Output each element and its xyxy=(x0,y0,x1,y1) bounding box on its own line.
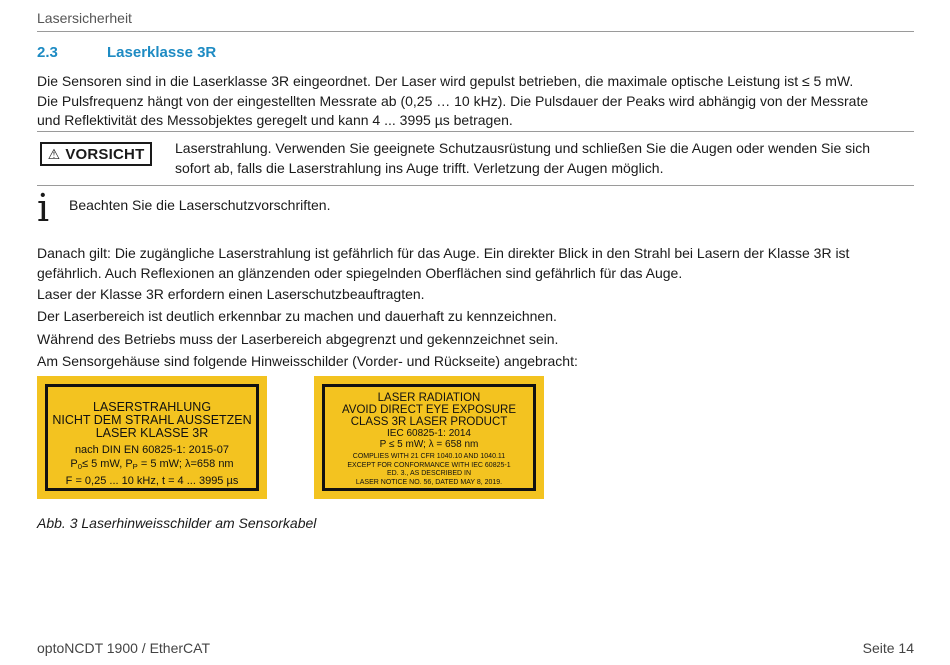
section-number: 2.3 xyxy=(37,44,58,61)
warning-line: Laserstrahlung. Verwenden Sie geeignete Schutzausrüstung und schließen Sie die Augen oder wenden Sie sich xyxy=(175,140,871,156)
label-line: IEC 60825-1: 2014 xyxy=(387,428,471,439)
caution-label: VORSICHT xyxy=(65,145,145,163)
intro-paragraph xyxy=(37,72,917,131)
header-divider xyxy=(37,31,914,32)
label-border xyxy=(322,384,536,491)
body-paragraph xyxy=(37,244,917,283)
label-line: F = 0,25 ... 10 kHz, t = 4 ... 3995 µs xyxy=(65,475,239,487)
body-line: gefährlich. Auch Reflexionen an glänzenden oder spiegelnden Oberflächen sind gefährlich für das Auge. xyxy=(37,264,683,281)
label-power-line: $P_0\le 5$ mW, $P_P = 5$ mW; λ=658 nm xyxy=(70,458,234,471)
label-line: LASERSTRAHLUNG xyxy=(92,400,212,414)
label-line: LASER KLASSE 3R xyxy=(95,426,209,440)
info-icon: i xyxy=(37,186,50,230)
label-line: COMPLIES WITH 21 CFR 1040.10 AND 1040.11 xyxy=(352,453,506,460)
label-line: CLASS 3R LASER PRODUCT xyxy=(350,416,508,428)
running-header: Lasersicherheit xyxy=(37,10,132,26)
intro-line: Die Sensoren sind in die Laserklasse 3R eingeordnet. Der Laser wird gepulst betrieben, die maximale optische Leistung ist ≤ 5 mW. xyxy=(37,73,854,89)
warning-top-divider xyxy=(37,131,914,132)
caution-badge xyxy=(40,142,152,166)
label-line: LASER RADIATION xyxy=(377,392,481,404)
label-line: LASER NOTICE NO. 56, DATED MAY 8, 2019. xyxy=(355,478,503,486)
info-text: Beachten Sie die Laserschutzvorschriften. xyxy=(69,197,331,213)
body-line: Der Laserbereich ist deutlich erkennbar zu machen und dauerhaft zu kennzeichnen. xyxy=(37,308,557,324)
label-border xyxy=(45,384,259,491)
body-line: Laser der Klasse 3R erfordern einen Laserschutzbeauftragten. xyxy=(37,286,425,302)
figure-caption: Abb. 3 Laserhinweisschilder am Sensorkabel xyxy=(37,515,317,531)
label-line: NICHT DEM STRAHL AUSSETZEN xyxy=(52,413,252,427)
label-line: AVOID DIRECT EYE EXPOSURE xyxy=(341,404,517,416)
section-title: Laserklasse 3R xyxy=(107,44,217,61)
body-line: Während des Betriebs muss der Laserbereich abgegrenzt und gekennzeichnet sein. xyxy=(37,331,559,347)
label-line: P ≤ 5 mW; λ = 658 nm xyxy=(379,439,479,450)
label-line: ED. 3., AS DESCRIBED IN xyxy=(386,470,472,477)
laser-warning-label-english xyxy=(314,376,544,499)
warning-line: sofort ab, falls die Laserstrahlung ins Auge trifft. Verletzung der Augen möglich. xyxy=(175,159,664,176)
warning-bottom-divider xyxy=(37,185,914,186)
body-line: Danach gilt: Die zugängliche Laserstrahlung ist gefährlich für das Auge. Ein direkter Blick in den Strahl bei Lasern der Klasse 3R ist xyxy=(37,245,850,261)
footer-product: optoNCDT 1900 / EtherCAT xyxy=(37,640,211,656)
label-line: EXCEPT FOR CONFORMANCE WITH IEC 60825-1 xyxy=(347,461,511,469)
footer-page-number: Seite 14 xyxy=(862,640,914,656)
body-line: Am Sensorgehäuse sind folgende Hinweisschilder (Vorder- und Rückseite) angebracht: xyxy=(37,353,578,369)
warning-text xyxy=(175,139,915,178)
label-line: nach DIN EN 60825-1: 2015-07 xyxy=(74,444,230,456)
intro-line: und Reflektivität des Messobjektes geregelt und kann 4 ... 3995 µs betragen. xyxy=(37,112,513,128)
intro-line: Die Pulsfrequenz hängt von der eingestellten Messrate ab (0,25 … 10 kHz). Die Pulsdauer der Peaks wird abhängig von der Messrate xyxy=(37,92,869,109)
laser-warning-label-german xyxy=(37,376,267,499)
warning-triangle-icon: ⚠ xyxy=(47,145,61,162)
